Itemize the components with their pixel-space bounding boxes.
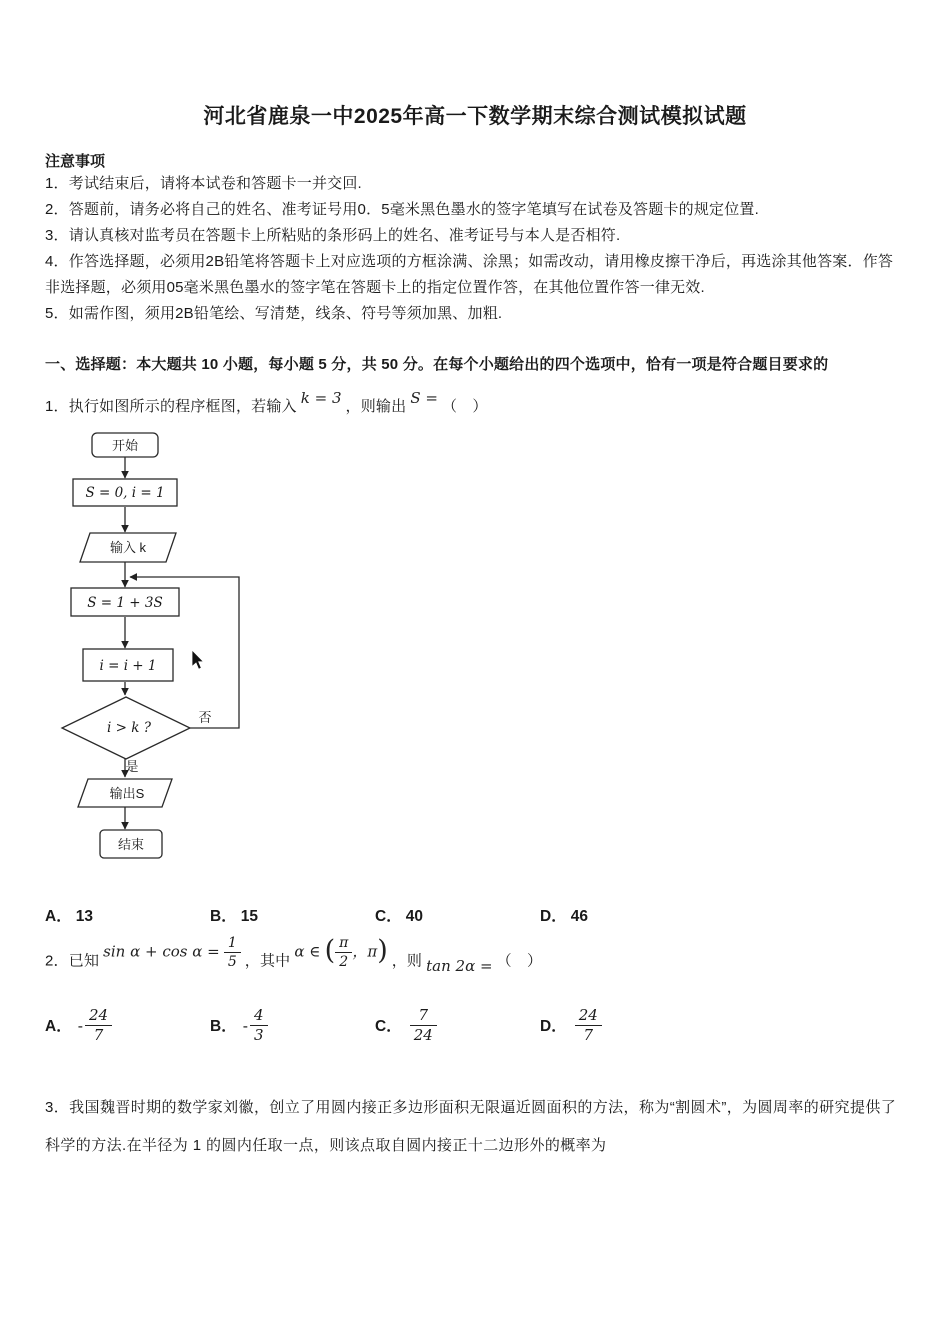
q1-text-mid: ，则输出 — [345, 398, 407, 415]
q2-option-b-sign: - — [242, 1017, 248, 1036]
q2-option-b-fraction — [250, 1007, 268, 1045]
q2-right-paren: ) — [377, 935, 388, 967]
notice-item-5: 5．如需作图，须用2B铅笔绘、写清楚，线条、符号等须加黑、加粗. — [45, 305, 503, 322]
q2-option-d-label: D． — [540, 1018, 567, 1036]
q2-interval-den: 2 — [339, 954, 349, 971]
q2-alpha-expr: α ∈ — [294, 942, 321, 961]
q2-sin-expr: sin α + cos α = — [103, 942, 220, 961]
flowchart-init-label: S = 0, i = 1 — [85, 485, 165, 501]
q2-option-a — [45, 1007, 210, 1045]
q2-option-a-num: 24 — [85, 1007, 112, 1026]
q2-option-b — [210, 1007, 375, 1045]
flowchart-end-label: 结束 — [117, 837, 145, 852]
notice-item-1: 1．考试结束后，请将本试卷和答题卡一并交回. — [45, 175, 362, 192]
q2-options-row — [45, 1007, 905, 1045]
q2-mid1: ，其中 — [244, 952, 291, 970]
q2-interval-rest: ，π — [352, 942, 378, 961]
q2-sin-formula — [99, 935, 245, 970]
q2-option-a-den: 7 — [93, 1026, 104, 1045]
q1-s-formula: S = — [410, 389, 438, 407]
q1-option-d — [540, 904, 705, 926]
notice-item-2: 2．答题前，请务必将自己的姓名、准考证号用0．5毫米黑色墨水的签字笔填写在试卷及答题卡的规定位置. — [45, 201, 759, 218]
q1-k-formula: k = 3 — [300, 389, 342, 407]
notice-item-4: 4．作答选择题，必须用2B铅笔将答题卡上对应选项的方框涂满、涂黑；如需改动，请用橡皮擦干净后，再选涂其他答案．作答非选择题，必须用05毫米黑色墨水的签字笔在答题卡上的指定位置作答，在其他位置作答一律无效. — [45, 253, 894, 296]
flowchart-connectors — [125, 457, 239, 829]
q1-option-c-value: 40 — [405, 908, 423, 925]
q1-option-c-label: C． — [375, 908, 402, 925]
q1-answer-bracket: （ ） — [441, 398, 488, 415]
q1-text-before: 1．执行如图所示的程序框图，若输入 — [45, 398, 297, 415]
q2-option-b-label: B． — [210, 1018, 237, 1036]
q2-answer-bracket: （ ） — [496, 952, 543, 970]
q1-option-b-value: 15 — [240, 908, 258, 925]
notice-heading: 注意事项 — [45, 153, 106, 170]
flowchart-start-label: 开始 — [111, 438, 139, 453]
q2-option-a-label: A． — [45, 1018, 72, 1036]
q2-interval-fraction — [335, 935, 352, 970]
q1-flowchart — [57, 428, 905, 878]
q1-option-b — [210, 904, 375, 926]
q1-option-d-value: 46 — [570, 908, 588, 925]
section-1-heading: 一、选择题：本大题共 10 小题，每小题 5 分，共 50 分。在每个小题给出的四个选项中，恰有一项是符合题目要求的 — [45, 356, 829, 373]
flowchart-svg — [57, 428, 327, 873]
question-3-stem: 3．我国魏晋时期的数学家刘徽，创立了用圆内接正多边形面积无限逼近圆面积的方法，称为“割圆术”，为圆周率的研究提供了科学的方法.在半径为 1 的圆内任取一点，则该点取自圆内接正十二边形外的概率为 — [45, 1098, 897, 1154]
q2-mid2: ，则 — [391, 952, 423, 970]
q2-option-c-label: C． — [375, 1018, 402, 1036]
q2-prefix: 2．已知 — [45, 952, 100, 970]
q2-option-c-fraction — [410, 1007, 437, 1045]
flowchart-assign-s-label: S = 1 + 3S — [87, 595, 163, 611]
flowchart-output-label: 输出S — [109, 786, 145, 801]
q2-interval-formula — [290, 935, 391, 970]
q2-option-d — [540, 1007, 705, 1045]
q2-option-b-num: 4 — [250, 1007, 268, 1026]
q2-option-a-fraction — [85, 1007, 112, 1045]
question-2-stem — [45, 935, 905, 979]
q2-interval-num: π — [335, 935, 352, 953]
q2-option-c — [375, 1007, 540, 1045]
q1-option-a-value: 13 — [75, 908, 93, 925]
notice-section — [45, 150, 905, 327]
q1-option-b-label: B． — [210, 908, 237, 925]
page-title: 河北省鹿泉一中2025年高一下数学期末综合测试模拟试题 — [203, 105, 747, 128]
q2-left-paren: ( — [324, 935, 336, 967]
q2-frac-den: 5 — [227, 954, 237, 971]
q1-option-a-label: A． — [45, 908, 72, 925]
q2-option-d-fraction — [575, 1007, 602, 1045]
q1-option-d-label: D． — [540, 908, 567, 925]
q2-option-d-den: 7 — [583, 1026, 594, 1045]
flowchart-no-label: 否 — [198, 710, 212, 725]
flowchart-assign-i-label: i = i + 1 — [99, 658, 157, 674]
q2-option-c-num: 7 — [410, 1007, 437, 1026]
q2-option-a-sign: - — [77, 1017, 83, 1036]
question-1-stem — [45, 389, 905, 416]
q1-options-row — [45, 904, 905, 926]
q1-option-a — [45, 904, 210, 926]
q2-tan-expr: tan 2α = — [426, 956, 493, 975]
q2-frac-num: 1 — [224, 935, 241, 953]
q2-option-d-num: 24 — [575, 1007, 602, 1026]
flowchart-yes-label: 是 — [125, 759, 139, 774]
q1-option-c — [375, 904, 540, 926]
notice-item-3: 3．请认真核对监考员在答题卡上所粘贴的条形码上的姓名、准考证号与本人是否相符. — [45, 227, 621, 244]
q2-option-b-den: 3 — [253, 1026, 264, 1045]
q2-option-c-den: 24 — [413, 1026, 433, 1045]
flowchart-condition-label: i > k ? — [107, 720, 151, 736]
mouse-cursor-icon — [192, 650, 204, 669]
flowchart-input-label: 输入 k — [109, 540, 147, 555]
q2-fraction-one-fifth — [224, 935, 241, 970]
